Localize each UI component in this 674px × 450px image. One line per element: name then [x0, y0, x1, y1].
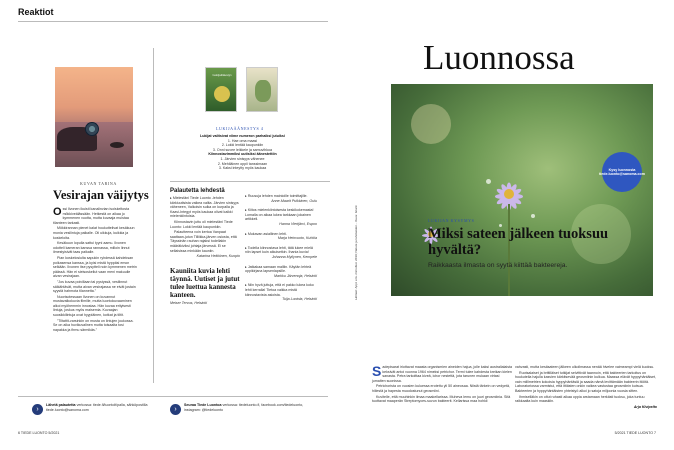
- letter: [245, 283, 317, 301]
- feedback-title: Palautetta lehdestä: [170, 188, 225, 194]
- letter-signature: Anne-Maarit Pulkkinen, Oulu: [271, 198, 317, 203]
- footer-title: Lähetä palautetta: [46, 403, 76, 407]
- page-number-right: 5/2021 TIEDE LUONTO 7: [614, 431, 656, 435]
- photo-story-title: Vesirajan väijytys: [53, 188, 149, 202]
- question-title: Miksi sateen jälkeen tuoksuu hyvältä?: [428, 226, 609, 258]
- question-subtitle: Raikkaasta ilmasta on syytä kiittää bakteereja.: [428, 262, 568, 269]
- poll-item: 1. Hae oma maasi: [227, 138, 258, 143]
- photo-story-kicker: KUVAN TARINA: [80, 181, 117, 186]
- feedback-signature: Katarina Heikkinen, Kuopio: [196, 254, 240, 259]
- letter-text: ▸ Mukavan asiallinen lehti.: [245, 231, 287, 236]
- feedback-bold-quote: Kauniita kuvia lehti täynnä. Uutiset ja jutut tulee luettua kannesta kanteen.: [170, 266, 240, 299]
- poll-item: 3. Kaksi inteytty myös kaukaa: [218, 166, 267, 171]
- poll-box: [185, 134, 300, 171]
- letter-signature: Hanna Viertjärvi, Espoo: [279, 221, 317, 226]
- letter-signature: Johanna Myllynen, Kempele: [271, 254, 317, 259]
- feedback-intro: ▸ Mielestäni Tiede Luonto -lehden kärkiuutisista vaikea valita. Järvien sinisyys väheneen, Valkoisin sulka on kurpalla ja Kaavi-Integyt myös kaukaa olivat kaikki mielenkiintoisia.: [170, 196, 239, 219]
- photo-story-body: Ossi Ilvonen ikuisti kanalinvian isoiskeltosta mökkiveälässään. Hetkestä on aikaa jo kymmenen vuotta, mutta kuvaaja muistaa tilanteen tarkasti. Mökkirannan pienet kalat houkuttelivat kesäkuun monia vesilintuja paikalle. Oli uikkuja, kuikkia ja koskeloita. Kesäkuun lopulla sattui tyyni aamu. Ilvonen odotteli kameran kanssa rannassa, milloin linnut ilmestyisivät taas paikalle. Pian koskelosiulta sapukin ryhdessä kahdeksan poikasensa kanssa, ja kyisi mistä hyppäsi emon selkään. Ilvonen itse pysytteli noin kymmenen metrin päässä. Hän ei sieisoskellut vaan meni makuulle aivan vesirajaan. "Jos kuvaa poivillaan tai pystyssä, vesilinnut säikähtävät, mutta aivan vesirajassa ne eivät jostain syystä hahmota tilannetta." Nuorisotessaan Ilvonen on kuvannut mustavalkokuvia filmille, mutta luontokuvaaminen alkoi myöhemmin innostaa. Hän kuvaa erityisesti lintuja, joskus myös maisemia. Kuvaajan suosikkilintuja ovat hyypiäinen, kotkat ja tiltit. "Tiltattit-varsinkin on musta on lintujen joukossa. Se on aika huvikuvalinen mutta toisaalta tosi napakka ja firmu särmikäs.": [53, 206, 137, 332]
- letter-signature: Marja Heinvuoto, Kuhkla: [277, 236, 317, 241]
- question-body-col2: vahvasti, mutta kesäsateen jälkeen ulkoilmassa nenää hivelee vaimeampi vielä kuoksu. Ruotsalaiset ja brittiläiset tutkijat selvittivät taannoin, että bakteerien tarkoitus on houkutella hajulla kasvien kärkitsevää geosmiinin kulkua. Maassa elävät hyppyhäntäiset, vain millimetrien kokoisia hyppyhäntäsiä ja saada nämä levittämään bakteerin itiöitä. Laboratoriossa varmistui, että ittiästen onkin vaikea vastustaa geosmiinin kutsua. Bakteerien ja hyppyhäntäisten yhteistyö alkoi jo satoja miljoonia vuosia sitten. Ihmiselläkin on oltut ruhasti aikaa oppia arstamaan herkästi tuoksu, joka tuntuu raikkaalta kuin maaskiin. Arja Kivipelto: [515, 365, 657, 409]
- poll-item: 2. Mehiläinen oppii tanssimaan: [217, 161, 268, 166]
- page-heading: Luonnossa: [423, 38, 575, 77]
- letter-text: ▸ Jatkakaa samaan malliin. Käytän lehteä oppikirjana lapsenlapsille.: [245, 264, 312, 274]
- cover-title: Lukijaäänestys: [212, 73, 232, 77]
- letter-text: ▸ Todella kiinnostava lehti, tätä lukee mielä niin lapset kuin aikuisetkin. Ihania kuvia!: [245, 245, 313, 255]
- letter-text: ▸ Kiitos mielenkiintoisesta keskikokemasta! Lomalla on aikaa lukea tarkkaan jokainen artikkeli.: [245, 208, 314, 222]
- letter-text: ▸ Ruusuja lehden mainioille toimittajille.: [245, 194, 308, 198]
- question-signature: Arja Kivipelto: [633, 404, 657, 409]
- magazine-cover-2: [246, 67, 278, 112]
- feedback-text: Palautteena voin kertoa Vanpaat saattaan-jutun Tilliikka-järven osiosta, että Täyssinän rauhan rajaksi todellakin määräkiviksi johtaja järvessä. Ei se sellaisissa minkään kauniin.: [170, 230, 237, 253]
- magazine-cover-1: [205, 67, 237, 112]
- arrow-icon: ›: [170, 404, 181, 415]
- poll-item: 3. Onni suvee leikkele ja samuvihkoa: [212, 147, 273, 152]
- feedback-column: [170, 188, 240, 305]
- feedback-signature: Meiser Tervus, Helsinki: [170, 300, 208, 305]
- poll-divider: [170, 181, 330, 182]
- poll-heading-2: Kiinnostavimmiksi uutisiksi äänestettiin: [208, 152, 277, 157]
- letter-signature: Tuija Luotola, Helsinki: [282, 297, 317, 302]
- drop-cap: S: [372, 363, 382, 379]
- column-divider: [153, 48, 154, 383]
- aster-flower: [509, 194, 510, 195]
- question-body-col1: Sadepisarat iriottavat maasta organismien aineiden hajua, jolle kaksi australialaista keksivät antoi vuonna 1964 nimeksi petrichor. Termi tulee kahdesta kreikan kielen sanasta. Petra tarkoittaa kiveä, ichor nestettä, jota tarunen mukaan virtasi jumalten suonissa. Petrichorista on vuosien kuluessa erotettu yli 50 aineosaa. Niistä tärkein on vedyetä, hiilestä ja hapesta muodostunut geosmiini. Kuvitelle, että muuhinkin ilmaa maakellarissa. Muheva lemu on juuri geosmiinia. Sitä tuottavat maaperän Streptomyces-suvun bakteerit. Kellarissa maa hohkii: [372, 363, 512, 404]
- poll-item: 1. Järvien sinisyys vähenee: [220, 156, 265, 161]
- letter-signature: Markku Järvenoja, Helsinki: [274, 273, 317, 278]
- feedback-text: Kiinnostavin juttu oli mielestäni Tiede Luonto: Lokki lentää kaupunkiin.: [170, 219, 233, 229]
- letter: [245, 246, 317, 260]
- letter: [245, 194, 317, 203]
- top-divider: [18, 21, 328, 22]
- section-title: Reaktiot: [18, 7, 54, 17]
- page-number-left: 6 TIEDE LUONTO 5/2021: [18, 431, 60, 435]
- letter: [245, 208, 317, 226]
- footer-title: Seuraa Tiede Luontoa: [184, 403, 222, 407]
- drop-cap: O: [53, 206, 62, 218]
- letter-text: ▸ Niin hyvä juttuja, että ei pakko lukea koko lehti kerralla! Tietoa vaikka mistä kiinnostavista asioista.: [245, 283, 314, 297]
- feedback-footer: › Lähetä palautetta verkossa: tiede.fi/luontolt/palla, sähköpostilla tiede.luonto@sanoma.com: [32, 403, 172, 419]
- arrow-icon: ›: [32, 404, 43, 415]
- question-kicker: LUKIJAN KYSYMYS: [428, 218, 475, 223]
- letter: [245, 265, 317, 279]
- bird-photo: [55, 67, 133, 167]
- poll-item: 2. Lokki lentää kaupunkiin: [221, 143, 264, 148]
- letters-column: [245, 194, 317, 302]
- footer-divider: [18, 396, 328, 397]
- poll-heading-1: Lukijat valitsivat viime numeron parhaiksi jutuiksi: [200, 134, 285, 138]
- ask-nature-badge[interactable]: Kysy luonnosta tiede.luonto@sanoma.com: [602, 152, 642, 192]
- poll-kicker: LUKIJAÄÄNESTYS 4: [216, 126, 264, 131]
- photo-credit: Lähteet: Appl. env. microbiol. 2019; Nature ja tuholaisten... Kuva: Istock: [354, 205, 358, 300]
- follow-footer: › Seuraa Tiede Luontoa verkossa: tiedeluonto.fi, facebook.com/tiedeluonto, instagram: @tiedeluonto: [170, 403, 320, 419]
- letter: [245, 232, 317, 241]
